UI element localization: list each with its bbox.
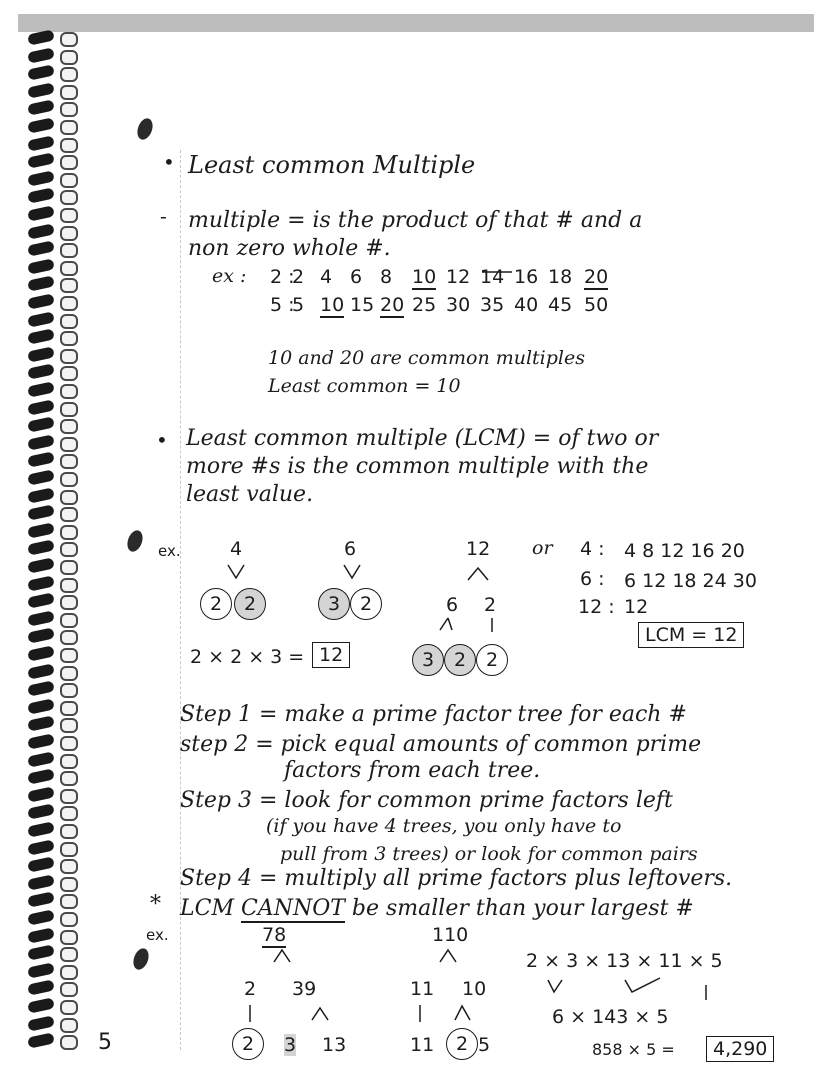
multiple-value: 35 [480,294,505,316]
tree-110-mid: 11 [410,978,435,1000]
multiple-value: 10 [320,294,345,316]
check-mark [625,978,660,992]
multiple-value: 50 [584,294,609,316]
multiple-value: 5 [292,294,305,316]
multiple-value: 2 [292,266,305,288]
star-icon: * [150,892,161,917]
multiple-value: 8 [380,266,393,288]
tree-6-root: 6 [344,538,357,560]
step-2: step 2 = pick equal amounts of common prime [180,732,702,757]
calc-line-3: 858 × 5 = [592,1040,675,1059]
tree-78-leaf: 13 [322,1034,347,1056]
multiples-of-2-label: 2 : [270,266,295,288]
multiple-value: 12 [446,266,471,288]
page-number: 5 [98,1030,112,1055]
tree-12-leaf: 3 [412,644,444,676]
branch [440,618,452,630]
lcm-rule-cannot: CANNOT [240,896,345,921]
calc-line-2: 6 × 143 × 5 [552,1006,669,1028]
list-6-values: 6 12 18 24 30 [624,570,757,592]
branch [468,568,488,580]
branch [228,565,244,578]
example-3-label: ex. [146,926,169,944]
step-3-cont-2: pull from 3 trees) or look for common pairs [280,843,698,865]
tree-12-root: 12 [466,538,491,560]
multiple-value: 14 [480,266,505,288]
tree-4-root: 4 [230,538,243,560]
branch [344,565,360,578]
product-result-box: 12 [312,642,350,668]
lcm-rule-end: be smaller than your largest # [344,896,694,921]
multiple-value: 20 [380,294,405,316]
least-common-note: Least common = 10 [268,375,461,397]
tree-110-leaf: 5 [478,1034,491,1056]
multiple-value: 15 [350,294,375,316]
final-answer-box: 4,290 [706,1036,774,1062]
tree-6-leaf: 2 [350,588,382,620]
tree-78-root: 78 [262,924,287,946]
tree-4-leaf: 2 [234,588,266,620]
common-multiples-note: 10 and 20 are common multiples [268,347,585,369]
example-label: ex : [212,265,247,287]
list-12-label: 12 : [578,596,615,618]
tree-78-mid: 2 [244,978,257,1000]
tree-12-leaf: 2 [444,644,476,676]
tree-6-leaf: 3 [318,588,350,620]
definition-line-2: non zero whole #. [188,236,391,261]
branch [440,950,456,962]
step-3-cont-1: (if you have 4 trees, you only have to [266,815,622,837]
lcm-definition-line-2: more #s is the common multiple with the [186,454,649,479]
multiples-of-5-label: 5 : [270,294,295,316]
lcm-definition-line-1: Least common multiple (LCM) = of two or [186,426,659,451]
multiple-value: 45 [548,294,573,316]
tree-78-leaf: 2 [232,1028,264,1060]
multiple-value: 20 [584,266,609,288]
step-2-cont: factors from each tree. [284,758,541,783]
tree-12-leaf: 2 [476,644,508,676]
branch [455,1006,470,1020]
tree-12-mid: 6 [446,594,459,616]
step-1: Step 1 = make a prime factor tree for each # [180,702,687,727]
tree-78-leaf: 3 [284,1034,297,1056]
check-mark [548,980,562,992]
calc-line-1: 2 × 3 × 13 × 11 × 5 [526,950,723,972]
bullet: • [156,428,168,452]
branch [274,950,290,962]
list-6-label: 6 : [580,568,605,590]
tree-78-mid: 39 [292,978,317,1000]
definition-line-1: multiple = is the product of that # and a [188,208,643,233]
tree-12-mid: 2 [484,594,497,616]
multiple-value: 18 [548,266,573,288]
lcm-definition-line-3: least value. [186,482,314,507]
tree-110-mid: 10 [462,978,487,1000]
multiple-value: 10 [412,266,437,288]
list-4-label: 4 : [580,538,605,560]
bullet: • [163,150,175,174]
lcm-rule [180,896,694,921]
list-4-values: 4 8 12 16 20 [624,540,745,562]
prime-product: 2 × 2 × 3 = [190,646,305,668]
lcm-answer-box: LCM = 12 [638,622,744,648]
dash: - [160,204,167,228]
tree-110-root: 110 [432,924,469,946]
multiple-value: 30 [446,294,471,316]
example-2-label: ex. [158,542,181,560]
or-label: or [532,537,553,559]
tree-110-leaf: 2 [446,1028,478,1060]
multiple-value: 40 [514,294,539,316]
multiple-value: 4 [320,266,333,288]
branch [312,1008,328,1020]
tree-4-leaf: 2 [200,588,232,620]
multiple-value: 6 [350,266,363,288]
lcm-rule-start: LCM [180,896,241,921]
multiple-value: 16 [514,266,539,288]
list-12-values: 12 [624,596,649,618]
step-4: Step 4 = multiply all prime factors plus leftovers. [180,866,733,891]
multiple-value: 25 [412,294,437,316]
page-title: Least common Multiple [188,151,476,179]
step-3: Step 3 = look for common prime factors left [180,788,673,813]
tree-110-leaf: 11 [410,1034,435,1056]
